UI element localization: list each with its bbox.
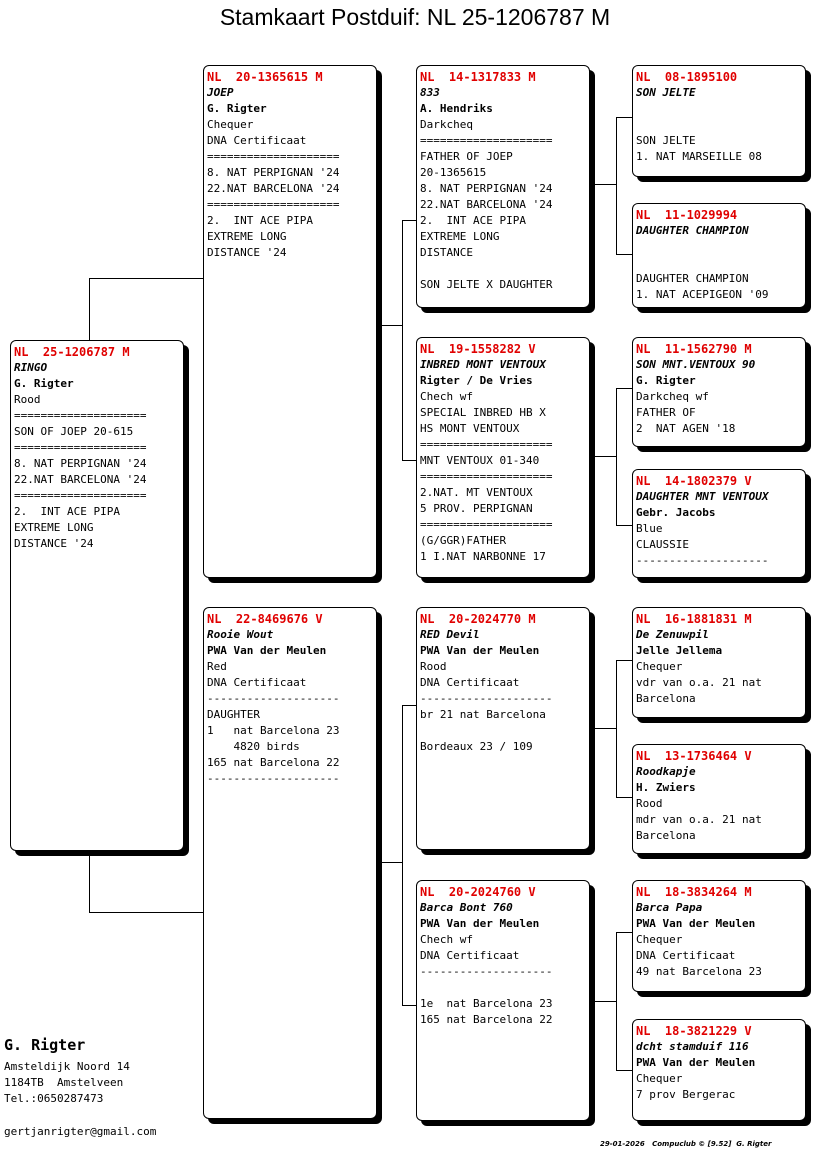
connector	[616, 932, 617, 1070]
info-line: MNT VENTOUX 01-340	[420, 454, 540, 467]
info-line: EXTREME LONG	[420, 230, 500, 243]
blank-line	[636, 239, 802, 255]
ring-number: NL 22-8469676 V	[207, 612, 323, 626]
info-line: Chequer	[636, 1072, 683, 1085]
breeder-phone: Tel.:0650287473	[4, 1092, 104, 1105]
info-line: --------------------	[636, 554, 769, 567]
connector	[616, 388, 617, 525]
info-line: 1. NAT ACEPIGEON '09	[636, 288, 769, 301]
info-line: FATHER OF	[636, 406, 696, 419]
connector	[89, 851, 90, 912]
pedigree-card-ffm[interactable]	[632, 203, 806, 308]
ring-number: NL 20-2024760 V	[420, 885, 536, 899]
info-line: 2. INT ACE PIPA	[207, 214, 313, 227]
pigeon-name: RED Devil	[420, 628, 480, 641]
connector	[89, 912, 204, 913]
info-line: DNA Certificaat	[420, 676, 520, 689]
info-line: --------------------	[207, 772, 340, 785]
info-line: 22.NAT BARCELONA '24	[420, 198, 553, 211]
pigeon-name: DAUGHTER CHAMPION	[636, 224, 749, 237]
info-line: DAUGHTER CHAMPION	[636, 272, 749, 285]
pedigree-card-mmm[interactable]	[632, 1019, 806, 1121]
blank-line	[636, 101, 802, 117]
ring-number: NL 14-1317833 M	[420, 70, 536, 84]
info-line: SON JELTE X DAUGHTER	[420, 278, 553, 291]
pedigree-card-mff[interactable]	[632, 607, 806, 718]
connector	[376, 325, 402, 326]
ring-number: NL 11-1562790 M	[636, 342, 752, 356]
info-line: Rood	[636, 797, 663, 810]
info-line: ====================	[14, 489, 147, 502]
pigeon-name: INBRED MONT VENTOUX	[420, 358, 546, 371]
info-line: 22.NAT BARCELONA '24	[207, 182, 340, 195]
info-line: 1. NAT MARSEILLE 08	[636, 150, 762, 163]
info-line: EXTREME LONG	[14, 521, 94, 534]
connector	[402, 220, 403, 460]
info-line: DAUGHTER	[207, 708, 260, 721]
ring-number: NL 14-1802379 V	[636, 474, 752, 488]
info-line: SPECIAL INBRED HB X	[420, 406, 546, 419]
connector	[616, 1070, 632, 1071]
pigeon-name: JOEP	[207, 86, 234, 99]
pedigree-card-mother[interactable]	[203, 607, 377, 1119]
breeder-address-street: Amsteldijk Noord 14	[4, 1060, 130, 1073]
pedigree-card-father[interactable]	[203, 65, 377, 578]
info-line: 2. INT ACE PIPA	[420, 214, 526, 227]
info-line	[636, 255, 802, 271]
info-line: ====================	[420, 134, 553, 147]
pedigree-card-mfm[interactable]	[632, 744, 806, 854]
ring-number: NL 19-1558282 V	[420, 342, 536, 356]
connector	[589, 1001, 616, 1002]
info-line: 1e nat Barcelona 23	[420, 997, 553, 1010]
info-line: 20-1365615	[420, 166, 487, 179]
owner-name: Jelle Jellema	[636, 644, 723, 657]
connector	[616, 660, 632, 661]
info-line	[636, 117, 802, 133]
ring-number: NL 25-1206787 M	[14, 345, 130, 359]
info-line: ====================	[420, 470, 553, 483]
ring-number: NL 20-1365615 M	[207, 70, 323, 84]
info-line: 8. NAT PERPIGNAN '24	[420, 182, 553, 195]
info-line: Darkcheq wf	[636, 390, 709, 403]
info-line: 165 nat Barcelona 22	[207, 756, 340, 769]
owner-name: A. Hendriks	[420, 102, 493, 115]
info-line: ====================	[420, 518, 553, 531]
info-line: Chequer	[636, 660, 683, 673]
info-line: 5 PROV. PERPIGNAN	[420, 502, 533, 515]
info-line: Rood	[420, 660, 447, 673]
connector	[89, 278, 204, 279]
pedigree-card-mother-father[interactable]	[416, 607, 590, 850]
ring-number: NL 11-1029994	[636, 208, 738, 222]
connector	[402, 705, 403, 1005]
ring-number: NL 08-1895100	[636, 70, 738, 84]
info-line: DISTANCE	[420, 246, 473, 259]
pigeon-name: 833	[420, 86, 440, 99]
pedigree-card-fff[interactable]	[632, 65, 806, 177]
ring-number: NL 18-3834264 M	[636, 885, 752, 899]
info-line: --------------------	[420, 965, 553, 978]
info-line: (G/GGR)FATHER	[420, 534, 507, 547]
breeder-address-city: 1184TB Amstelveen	[4, 1076, 124, 1089]
ring-number: NL 20-2024770 M	[420, 612, 536, 626]
connector	[616, 797, 632, 798]
connector	[616, 254, 632, 255]
pigeon-name: Barca Bont 760	[420, 901, 513, 914]
info-line: 8. NAT PERPIGNAN '24	[14, 457, 147, 470]
owner-name: G. Rigter	[14, 377, 74, 390]
connector	[616, 117, 617, 254]
info-line: DNA Certificaat	[420, 949, 520, 962]
info-line: Barcelona	[636, 692, 696, 705]
footer-credit: 29-01-2026 Compuclub © [9.52] G. Rigter	[600, 1140, 772, 1148]
owner-name: G. Rigter	[207, 102, 267, 115]
info-line: HS MONT VENTOUX	[420, 422, 520, 435]
ring-number: NL 16-1881831 M	[636, 612, 752, 626]
info-line: DISTANCE '24	[207, 246, 287, 259]
owner-name: Rigter / De Vries	[420, 374, 533, 387]
pedigree-card-fmm[interactable]	[632, 469, 806, 578]
info-line: Bordeaux 23 / 109	[420, 740, 533, 753]
connector	[402, 1005, 416, 1006]
info-line: mdr van o.a. 21 nat	[636, 813, 762, 826]
pigeon-name: SON JELTE	[636, 86, 696, 99]
owner-name: PWA Van der Meulen	[636, 1056, 756, 1069]
info-line: ====================	[420, 438, 553, 451]
connector	[616, 932, 632, 933]
pedigree-card-mother-mother[interactable]	[416, 880, 590, 1121]
connector	[402, 705, 416, 706]
info-line: Chech wf	[420, 933, 473, 946]
connector	[402, 220, 416, 221]
connector	[616, 660, 617, 797]
info-line: 8. NAT PERPIGNAN '24	[207, 166, 340, 179]
info-line: Barcelona	[636, 829, 696, 842]
info-line: DNA Certificaat	[636, 949, 736, 962]
info-line: ====================	[207, 150, 340, 163]
pigeon-name: De Zenuwpil	[636, 628, 709, 641]
pigeon-name: Barca Papa	[636, 901, 703, 914]
info-line: --------------------	[420, 692, 553, 705]
pedigree-card-subject[interactable]	[10, 340, 184, 851]
pigeon-name: Rooie Wout	[207, 628, 274, 641]
info-line: DISTANCE '24	[14, 537, 94, 550]
info-line: Rood	[14, 393, 41, 406]
info-line: EXTREME LONG	[207, 230, 287, 243]
ring-number: NL 13-1736464 V	[636, 749, 752, 763]
pedigree-card-father-mother[interactable]	[416, 337, 590, 578]
info-line: 7 prov Bergerac	[636, 1088, 736, 1101]
info-line	[420, 980, 586, 996]
info-line: Chequer	[636, 933, 683, 946]
pigeon-name: Roodkapje	[636, 765, 696, 778]
connector	[616, 388, 632, 389]
connector	[616, 117, 632, 118]
info-line: 2.NAT. MT VENTOUX	[420, 486, 533, 499]
connector	[402, 460, 416, 461]
breeder-name: G. Rigter	[4, 1036, 86, 1054]
pedigree-card-mmf[interactable]	[632, 880, 806, 992]
pigeon-name: SON MNT.VENTOUX 90	[636, 358, 756, 371]
info-line: Red	[207, 660, 227, 673]
connector	[89, 278, 90, 340]
pedigree-card-fmf[interactable]	[632, 337, 806, 447]
owner-name: PWA Van der Meulen	[636, 917, 756, 930]
ring-number: NL 18-3821229 V	[636, 1024, 752, 1038]
pigeon-name: dcht stamduif 116	[636, 1040, 749, 1053]
pigeon-name: RINGO	[14, 361, 48, 374]
info-line: ====================	[14, 441, 147, 454]
info-line: --------------------	[207, 692, 340, 705]
info-line: FATHER OF JOEP	[420, 150, 513, 163]
info-line: 2 NAT AGEN '18	[636, 422, 736, 435]
info-line: br 21 nat Barcelona	[420, 708, 546, 721]
info-line: 4820 birds	[207, 740, 300, 753]
info-line: ====================	[14, 409, 147, 422]
info-line: SON JELTE	[636, 134, 696, 147]
info-line: 49 nat Barcelona 23	[636, 965, 762, 978]
info-line	[420, 261, 586, 277]
owner-name: Gebr. Jacobs	[636, 506, 716, 519]
page-title: Stamkaart Postduif: NL 25-1206787 M	[219, 4, 611, 30]
owner-name: PWA Van der Meulen	[420, 917, 540, 930]
connector	[589, 184, 616, 185]
info-line: Chech wf	[420, 390, 473, 403]
info-line: Darkcheq	[420, 118, 473, 131]
info-line: 1 nat Barcelona 23	[207, 724, 340, 737]
info-line: CLAUSSIE	[636, 538, 689, 551]
info-line: SON OF JOEP 20-615	[14, 425, 134, 438]
breeder-email[interactable]: gertjanrigter@gmail.com	[4, 1125, 157, 1138]
info-line: vdr van o.a. 21 nat	[636, 676, 762, 689]
info-line: DNA Certificaat	[207, 676, 307, 689]
info-line: Blue	[636, 522, 663, 535]
owner-name: PWA Van der Meulen	[207, 644, 327, 657]
owner-name: G. Rigter	[636, 374, 696, 387]
connector	[616, 525, 632, 526]
info-line: 1 I.NAT NARBONNE 17	[420, 550, 546, 563]
connector	[589, 456, 616, 457]
info-line: 2. INT ACE PIPA	[14, 505, 120, 518]
pedigree-card-father-father[interactable]	[416, 65, 590, 308]
info-line: 165 nat Barcelona 22	[420, 1013, 553, 1026]
info-line: 22.NAT BARCELONA '24	[14, 473, 147, 486]
connector	[589, 728, 616, 729]
connector	[376, 862, 402, 863]
info-line: Chequer	[207, 118, 254, 131]
owner-name: H. Zwiers	[636, 781, 696, 794]
info-line: DNA Certificaat	[207, 134, 307, 147]
owner-name: PWA Van der Meulen	[420, 644, 540, 657]
pigeon-name: DAUGHTER MNT VENTOUX	[636, 490, 769, 503]
info-line	[420, 723, 586, 739]
info-line: ====================	[207, 198, 340, 211]
